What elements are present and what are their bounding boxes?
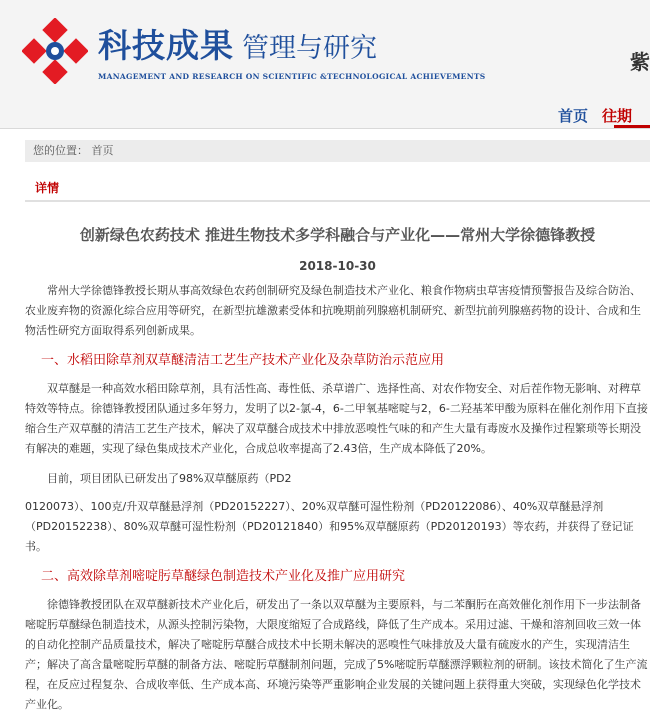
breadcrumb [25,140,650,162]
article-date: 2018-10-30 [299,259,376,273]
section-label: 详情 [35,181,60,195]
nav-home[interactable]: 首页 [558,107,589,125]
article-heading-1: 一、水稻田除草剂双草醚清洁工艺生产技术产业化及杂草防治示范应用 [41,353,445,368]
brand-sub: 管理与研究 [242,33,377,64]
section-header [25,176,650,202]
article-intro: 常州大学徐德锋教授长期从事高效绿色农药创制研究及绿色制造技术产业化、粮食作物病虫草害疫情预警报告及综合防治、农业废弃物的资源化综合应用等研究，在新型抗雄激素受体和抗晚期前列腺癌机制研究、新型抗前列腺癌药物的设计、合成和生物活性研究方面取得系列创新成果。 [25,284,641,337]
nav-past-issues[interactable]: 往期 [602,107,633,125]
brand-main: 科技成果 [98,26,234,65]
article-paragraph-3: 0120073）、100克/升双草醚悬浮剂（PD20152227）、20%双草醚可湿性粉剂（PD20122086）、40%双草醚悬浮剂（PD20152238）、80%双草醚可湿性粉剂（PD20121840）和95%双草醚原药（PD20120193）等农药，并获得了登记证书。 [25,500,634,553]
site-header [0,0,650,129]
brand-title [98,20,377,67]
breadcrumb-text[interactable]: 您的位置： 首页 [33,144,114,157]
nav-active-indicator [614,125,650,128]
main-nav [558,105,632,126]
article-heading-2: 二、高效除草剂嘧啶肟草醚绿色制造技术产业化及推广应用研究 [41,569,406,584]
article-paragraph-1: 双草醚是一种高效水稻田除草剂，具有活性高、毒性低、杀草谱广、选择性高、对农作物安全、对后茬作物无影响、对稗草特效等特点。徐德锋教授团队通过多年努力，发明了以2-氯-4，6-二甲氧基嘧啶与2，6-二羟基苯甲酸为原料在催化剂作用下直接缩合生产双草醚的清洁工艺生产技术，解决了双草醚合成技术中排放恶嗅性气味的和产生大量有毒废水及操作过程繁琐等长期没有解决的难题，实现了绿色集成技术产业化，合成总收率提高了2.43倍，生产成本降低了20%。 [25,382,648,455]
article [25,210,650,715]
header-right-text: 紫 [630,50,650,74]
article-paragraph-4: 徐德锋教授团队在双草醚新技术产业化后，研发出了一条以双草醚为主要原料，与二苯酮肟在高效催化剂作用下一步法制备嘧啶肟草醚绿色制造技术，从源头控制污染物，大限度缩短了合成路线，降低了生产成本。采用过滤、干燥和溶剂回收三效一体的自动化控制产品质量技术，解决了嘧啶肟草醚合成技术中长期未解决的恶嗅性气味排放及大量有硫废水的产生，实现清洁生产；解决了高含量嘧啶肟草醚的制备方法、嘧啶肟草醚制剂问题，完成了5%嘧啶肟草醚漂浮颗粒剂的研制。该技术简化了生产流程，在反应过程复杂、合成收率低、生产成本高、环境污染等严重影响企业发展的关键问题上获得重大突破，实现绿色化学技术产业化。 [25,598,648,711]
article-paragraph-2: 目前，项目团队已研发出了98%双草醚原药（PD2 [47,472,292,485]
logo-icon [22,18,88,84]
article-title: 创新绿色农药技术 推进生物技术多学科融合与产业化——常州大学徐德锋教授 [79,226,596,244]
brand-english: MANAGEMENT AND RESEARCH ON SCIENTIFIC &TECHNOLOGICAL ACHIEVEMENTS [98,72,486,81]
